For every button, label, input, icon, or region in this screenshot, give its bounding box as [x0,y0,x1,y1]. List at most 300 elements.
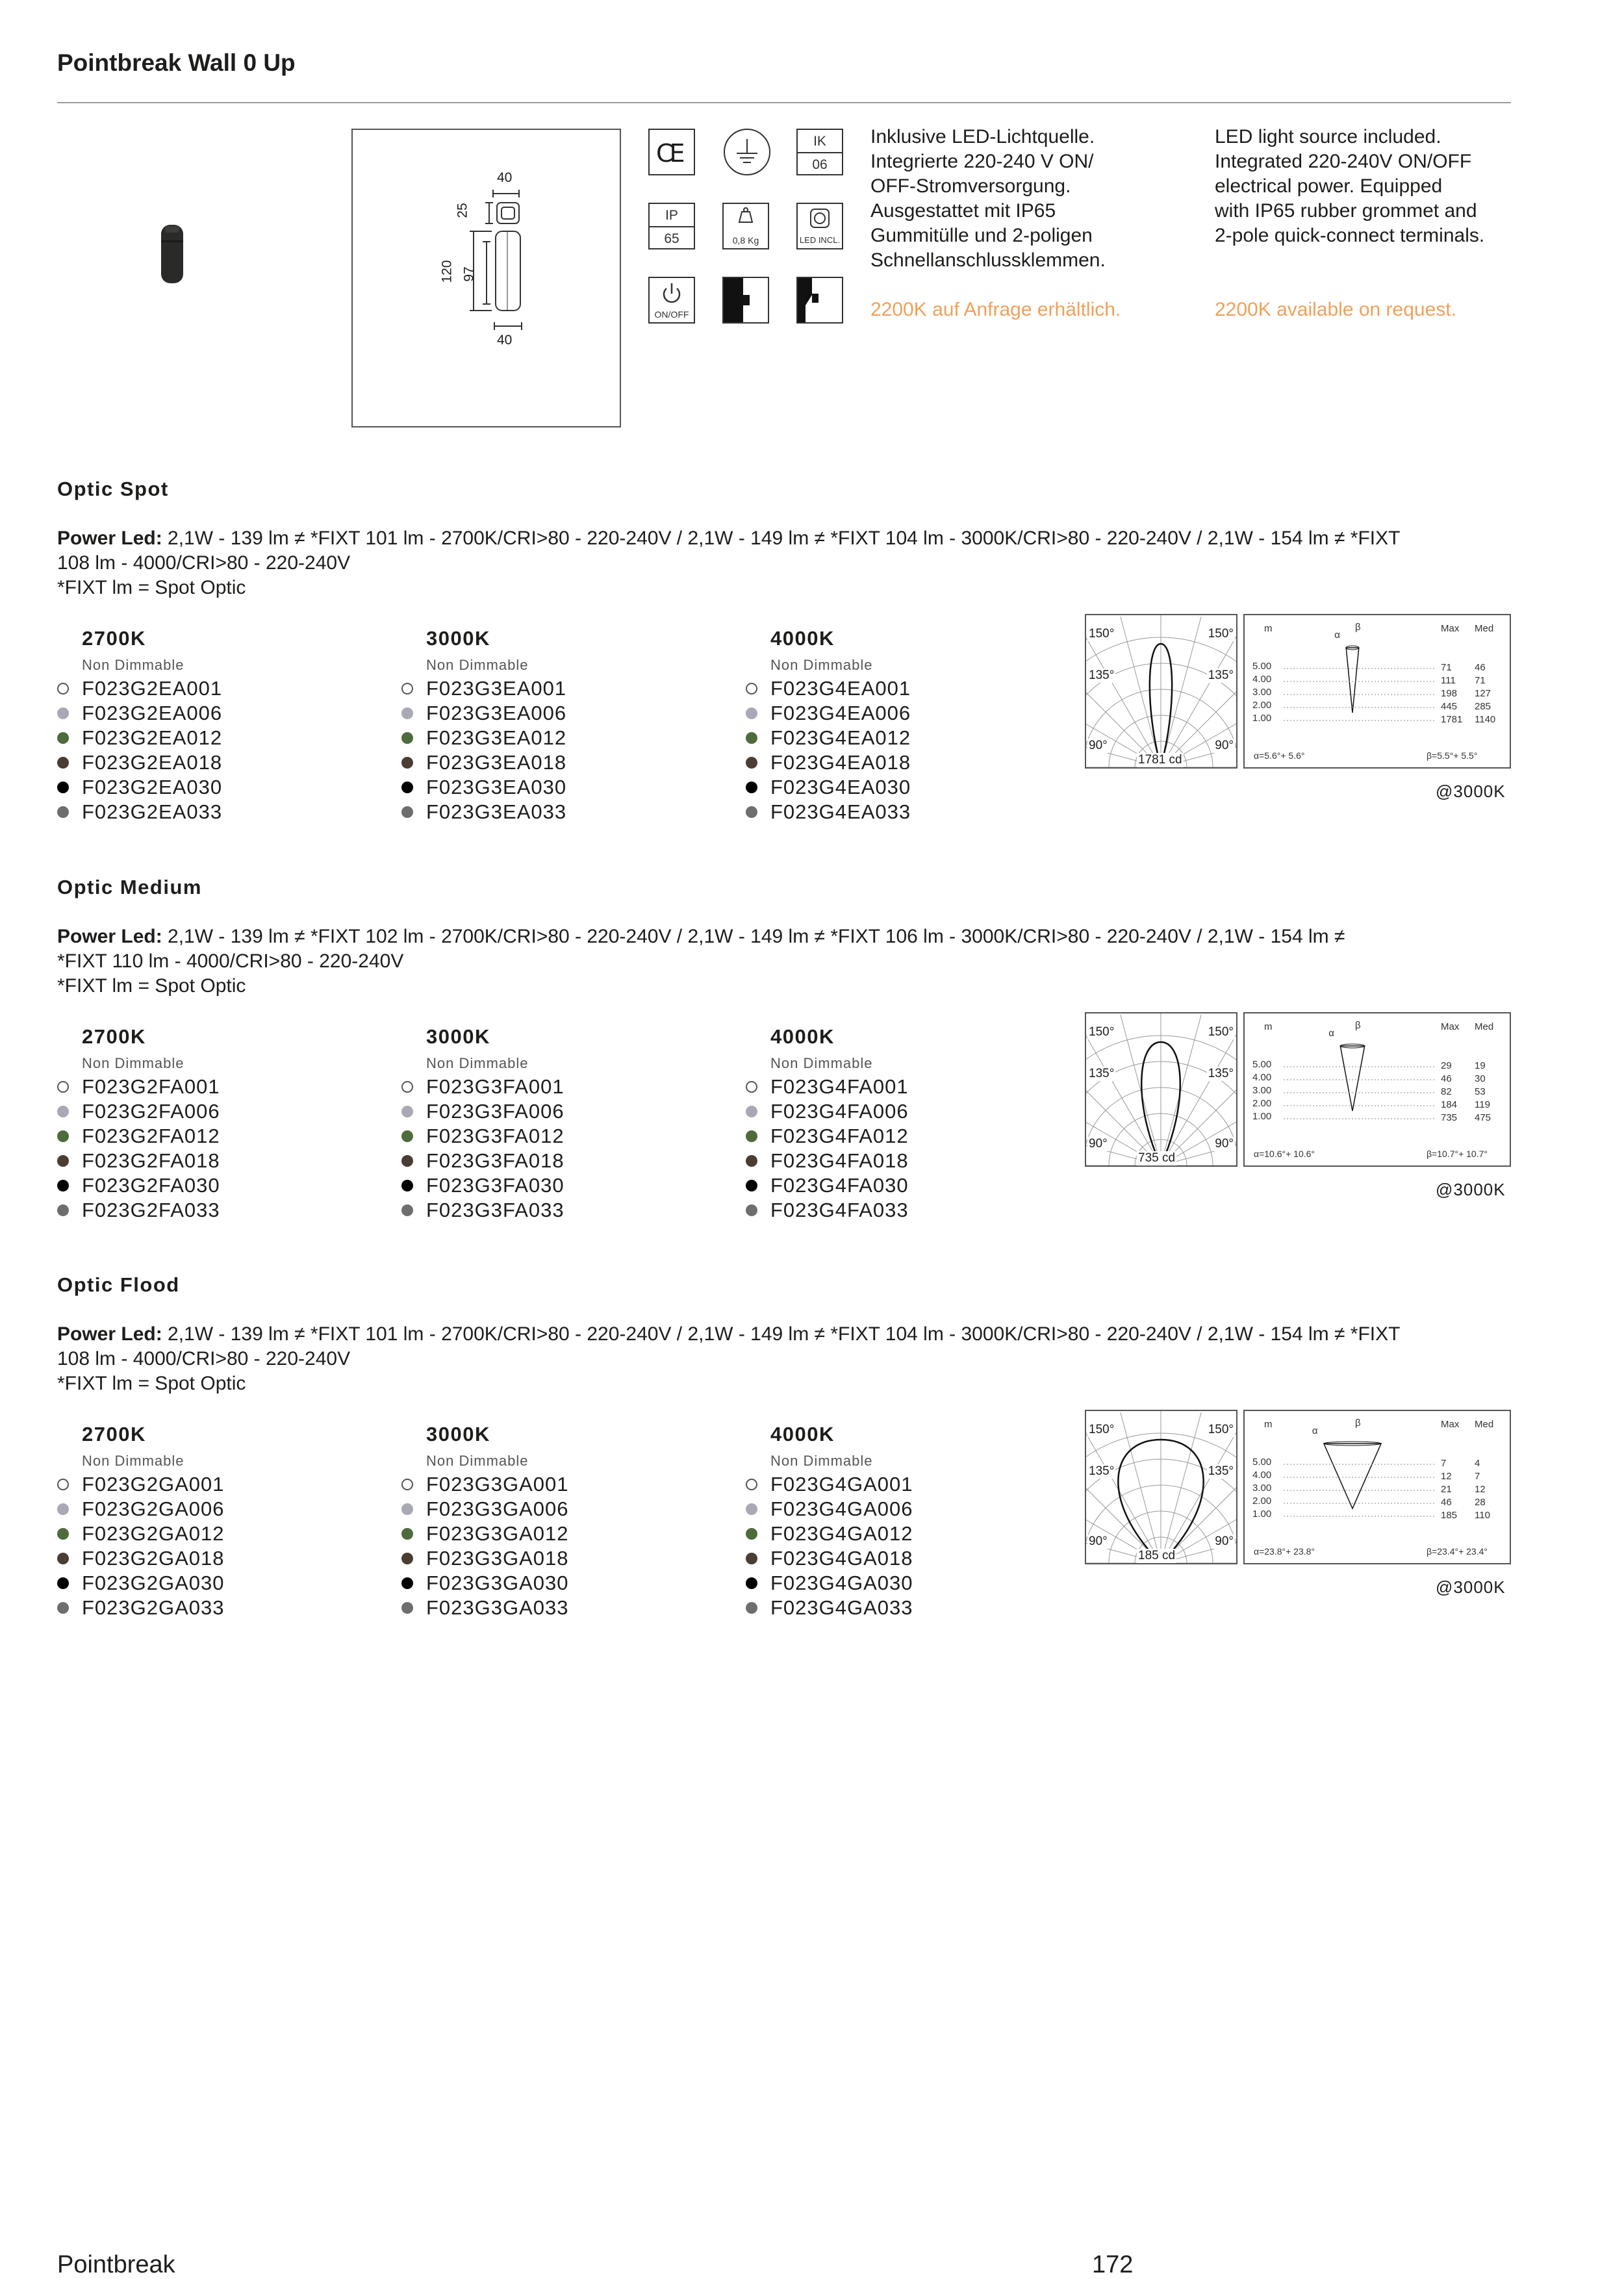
power-led-line: 2,1W - 139 lm ≠ *FIXT 101 lm - 2700K/CRI>80 - 220-240V / 2,1W - 149 lm ≠ *FIXT 104 lm - 3000K/CRI>80 - 220-240V / 2,1W - 154 lm ≠ *FIXT [162,528,1401,549]
med-header: Med [1475,1021,1494,1032]
med-lux-value: 7 [1475,1471,1480,1482]
product-code: F023G4GA012 [770,1522,913,1545]
finish-color-swatch [401,683,413,694]
product-code-row [746,1472,1071,1497]
product-code-row [401,1472,726,1497]
finish-color-swatch [746,1155,757,1167]
product-code-row [401,1075,726,1099]
finish-color-swatch [746,1528,757,1540]
product-code-row [401,1198,726,1223]
finish-color-swatch [57,683,69,694]
product-code-row [746,775,1071,800]
polar-angle-label: 90° [1089,1137,1108,1151]
power-led-label: Power Led: [57,1323,162,1345]
product-code: F023G2FA030 [82,1174,220,1197]
reference-cct: @3000K [1436,1180,1506,1199]
led-included-icon: LED INCL. [796,203,843,249]
product-code: F023G3EA012 [426,726,567,749]
product-code-row [57,701,382,726]
product-code: F023G3GA006 [426,1497,569,1520]
product-code-row [746,1596,1071,1620]
product-code-row [57,1198,382,1223]
max-lux-value: 21 [1441,1484,1452,1495]
product-code: F023G4GA030 [770,1572,913,1594]
color-temp-heading: 4000K [770,1423,835,1445]
dim-total-height: 120 [439,260,455,283]
product-code-row [401,1149,726,1173]
beam-cone [1346,648,1359,713]
med-lux-value: 110 [1475,1510,1490,1521]
product-code-row [746,726,1071,750]
finish-color-swatch [401,1204,413,1216]
max-lux-value: 111 [1441,675,1456,686]
installation-surface-icon [796,277,843,324]
product-code-row [746,676,1071,701]
product-code-row [401,1546,726,1571]
product-code: F023G2FA001 [82,1075,220,1098]
finish-color-swatch [401,1081,413,1093]
product-photo [156,221,188,286]
product-code: F023G2GA001 [82,1473,225,1496]
polar-angle-label: 150° [1089,627,1115,641]
max-lux-value: 185 [1441,1510,1458,1521]
product-code-row [57,1124,382,1149]
med-lux-value: 285 [1475,701,1491,712]
color-temp-column [57,1025,382,1223]
polar-angle-label: 135° [1208,1067,1234,1080]
product-code-row [401,1173,726,1198]
product-code: F023G4FA018 [770,1149,909,1172]
finish-color-swatch [746,1577,757,1589]
fixt-note: *FIXT lm = Spot Optic [57,577,246,598]
dim-body-height: 97 [461,266,477,282]
product-code: F023G3EA033 [426,800,567,823]
cone-graphic [1245,615,1510,767]
finish-color-swatch [57,1528,69,1540]
section-heading: Optic Flood [57,1273,180,1296]
beta-symbol: β [1355,1020,1361,1031]
product-code: F023G4FA012 [770,1125,909,1147]
distance-value: 2.00 [1252,1098,1272,1109]
product-code-row [746,1099,1071,1124]
distance-value: 4.00 [1252,1470,1272,1481]
polar-angle-label: 90° [1089,1534,1108,1548]
polar-angle-label: 150° [1208,627,1234,641]
power-led-label: Power Led: [57,528,162,549]
distance-value: 5.00 [1252,661,1272,672]
product-code-row [57,1075,382,1099]
product-code-row [57,1149,382,1173]
polar-angle-label: 150° [1089,1025,1115,1039]
power-led-line: 2,1W - 139 lm ≠ *FIXT 102 lm - 2700K/CRI>80 - 220-240V / 2,1W - 149 lm ≠ *FIXT 106 lm - 3000K/CRI>80 - 220-240V / 2,1W - 154 lm ≠ [162,926,1345,947]
note-2200k-de: 2200K auf Anfrage erhältlich. [870,299,1121,320]
unit-label: m [1264,1419,1273,1430]
distance-value: 2.00 [1252,1496,1272,1507]
max-lux-value: 46 [1441,1073,1452,1084]
max-lux-value: 445 [1441,701,1458,712]
med-lux-value: 30 [1475,1073,1486,1084]
med-lux-value: 1140 [1475,714,1496,725]
power-led-line: 2,1W - 139 lm ≠ *FIXT 101 lm - 2700K/CRI>80 - 220-240V / 2,1W - 149 lm ≠ *FIXT 104 lm - 3000K/CRI>80 - 220-240V / 2,1W - 154 lm ≠ *FIXT [162,1323,1401,1345]
product-code-row [746,1075,1071,1099]
med-lux-value: 71 [1475,675,1486,686]
finish-color-swatch [746,1553,757,1564]
product-code-row [401,1596,726,1620]
finish-color-swatch [401,732,413,744]
finish-color-swatch [57,1180,69,1191]
product-code: F023G4EA030 [770,776,911,798]
distance-value: 4.00 [1252,674,1272,685]
product-code: F023G3FA012 [426,1125,565,1147]
product-code: F023G3EA001 [426,677,567,700]
finish-color-swatch [401,782,413,793]
fixt-note: *FIXT lm = Spot Optic [57,1373,246,1394]
product-code-row [746,1173,1071,1198]
finish-color-swatch [57,1081,69,1093]
product-code: F023G4GA033 [770,1596,913,1619]
med-lux-value: 53 [1475,1086,1486,1097]
dimming-label: Non Dimmable [770,1453,873,1469]
product-code: F023G4EA033 [770,800,911,823]
beta-angle: β=23.4°+ 23.4° [1427,1546,1488,1557]
description-en: LED light source included. Integrated 220-240V ON/OFF electrical power. Equipped with IP65 rubber grommet and 2-pole quick-connect terminals. [1215,126,1485,246]
alpha-symbol: α [1334,630,1340,641]
finish-color-swatch [57,1155,69,1167]
finish-color-swatch [401,1503,413,1515]
finish-color-swatch [401,1130,413,1142]
product-code: F023G2EA030 [82,776,223,798]
product-code-row [57,1472,382,1497]
beta-angle: β=5.5°+ 5.5° [1427,750,1478,761]
distance-value: 3.00 [1252,687,1272,698]
product-code: F023G3GA018 [426,1547,569,1570]
unit-label: m [1264,1021,1273,1032]
product-code: F023G2GA030 [82,1572,225,1594]
color-temp-column [746,627,1071,824]
product-code: F023G3FA006 [426,1100,565,1123]
product-code: F023G2GA033 [82,1596,225,1619]
finish-color-swatch [746,1130,757,1142]
product-code: F023G4FA001 [770,1075,909,1098]
finish-color-swatch [57,1106,69,1117]
section-heading: Optic Medium [57,876,202,898]
max-lux-value: 71 [1441,662,1452,673]
max-lux-value: 29 [1441,1060,1452,1071]
finish-color-swatch [57,1577,69,1589]
beam-cone [1324,1444,1381,1509]
med-header: Med [1475,1419,1494,1430]
finish-color-swatch [57,1503,69,1515]
finish-color-swatch [746,757,757,769]
finish-color-swatch [401,1479,413,1490]
med-lux-value: 28 [1475,1497,1486,1508]
finish-color-swatch [57,1602,69,1614]
product-code-row [746,1521,1071,1546]
distance-value: 3.00 [1252,1085,1272,1096]
product-code: F023G3GA030 [426,1572,569,1594]
product-code-row [746,701,1071,726]
alpha-symbol: α [1312,1425,1318,1436]
product-code: F023G2EA018 [82,751,223,774]
color-temp-heading: 2700K [82,1423,146,1445]
product-code: F023G2FA018 [82,1149,220,1172]
weight-icon: 0,8 Kg [722,203,769,249]
product-code: F023G3GA012 [426,1522,569,1545]
cone-graphic [1245,1013,1510,1165]
product-code: F023G2EA033 [82,800,223,823]
product-code-row [57,1173,382,1198]
polar-angle-label: 135° [1089,1464,1115,1478]
color-temp-heading: 4000K [770,627,835,650]
product-code-row [401,775,726,800]
power-led-line: 108 lm - 4000/CRI>80 - 220-240V [57,1348,351,1369]
peak-intensity-label: 1781 cd [1138,753,1182,767]
dimension-drawing [351,129,621,427]
max-lux-value: 1781 [1441,714,1463,725]
product-code: F023G2GA018 [82,1547,225,1570]
polar-radial [1121,1015,1161,1165]
product-code-row [57,1546,382,1571]
med-lux-value: 46 [1475,662,1486,673]
cone-graphic [1245,1411,1510,1563]
polar-angle-label: 90° [1089,739,1108,752]
finish-color-swatch [746,732,757,744]
finish-color-swatch [746,1180,757,1191]
polar-light-diagram [1085,1410,1237,1564]
finish-color-swatch [57,757,69,769]
polar-angle-label: 135° [1089,1067,1115,1080]
max-lux-value: 82 [1441,1086,1452,1097]
product-code-row [401,800,726,824]
product-code-row [746,1546,1071,1571]
product-code-row [57,1571,382,1596]
product-code-row [746,800,1071,824]
product-code: F023G2GA012 [82,1522,225,1545]
polar-angle-label: 135° [1208,1464,1234,1478]
product-code: F023G3FA033 [426,1199,565,1221]
color-temp-heading: 4000K [770,1025,835,1048]
color-temp-column [57,627,382,824]
color-temp-column [401,627,726,824]
finish-color-swatch [746,683,757,694]
product-code-row [57,676,382,701]
polar-radial [1161,617,1201,767]
polar-angle-label: 150° [1208,1423,1234,1436]
finish-color-swatch [401,1553,413,1564]
product-code-row [57,775,382,800]
product-code: F023G4FA033 [770,1199,909,1221]
color-temp-heading: 2700K [82,627,146,650]
product-code-row [57,1521,382,1546]
product-code-row [401,1521,726,1546]
dim-cap-height: 25 [455,203,470,218]
mounting-surface-icon [722,277,769,324]
finish-color-swatch [57,1479,69,1490]
dimming-label: Non Dimmable [82,1055,184,1071]
finish-color-swatch [57,1553,69,1564]
product-code: F023G3FA018 [426,1149,565,1172]
illuminance-cone-diagram [1243,1410,1511,1564]
section-heading: Optic Spot [57,477,169,500]
dimming-label: Non Dimmable [426,1453,529,1469]
finish-color-swatch [401,1577,413,1589]
reference-cct: @3000K [1436,1577,1506,1597]
polar-light-diagram [1085,1012,1237,1167]
product-code-row [746,1124,1071,1149]
ce-mark-icon: CE [648,129,695,175]
product-code-row [401,1497,726,1521]
color-temp-heading: 2700K [82,1025,146,1048]
finish-color-swatch [401,1180,413,1191]
finish-color-swatch [746,1479,757,1490]
distance-value: 1.00 [1252,1111,1272,1122]
product-code: F023G2GA006 [82,1497,225,1520]
product-code-row [57,750,382,775]
product-code-row [746,1198,1071,1223]
dim-bottom-width: 40 [497,333,513,348]
power-led-info [57,924,1512,999]
dimming-label: Non Dimmable [82,657,184,673]
illuminance-cone-diagram [1243,614,1511,769]
max-lux-value: 735 [1441,1112,1458,1123]
finish-color-swatch [57,806,69,818]
finish-color-swatch [401,1155,413,1167]
product-code: F023G4GA001 [770,1473,913,1496]
power-led-label: Power Led: [57,926,162,947]
alpha-angle: α=23.8°+ 23.8° [1254,1546,1315,1557]
beta-symbol: β [1355,622,1361,633]
peak-intensity-label: 735 cd [1138,1151,1176,1165]
polar-radial [1161,1015,1201,1165]
max-lux-value: 12 [1441,1471,1452,1482]
product-code-row [57,800,382,824]
product-code-row [401,701,726,726]
product-code: F023G3FA001 [426,1075,565,1098]
med-lux-value: 475 [1475,1112,1491,1123]
finish-color-swatch [746,1602,757,1614]
product-code-row [401,1124,726,1149]
product-code: F023G2FA012 [82,1125,220,1147]
product-code: F023G4EA006 [770,702,911,724]
product-code: F023G3EA030 [426,776,567,798]
product-code-row [401,726,726,750]
product-code: F023G4EA018 [770,751,911,774]
product-code: F023G4GA006 [770,1497,913,1520]
finish-color-swatch [401,707,413,719]
product-code-row [57,726,382,750]
color-temp-heading: 3000K [426,1423,490,1445]
polar-angle-label: 135° [1208,668,1234,682]
product-code-row [746,750,1071,775]
product-code: F023G4FA030 [770,1174,909,1197]
power-led-line: 108 lm - 4000/CRI>80 - 220-240V [57,552,351,574]
finish-color-swatch [746,1081,757,1093]
distance-value: 3.00 [1252,1483,1272,1494]
distance-value: 4.00 [1252,1072,1272,1083]
product-code-row [401,1099,726,1124]
power-led-info [57,526,1512,600]
product-code: F023G2EA006 [82,702,223,724]
power-led-info [57,1322,1512,1396]
product-code: F023G3GA001 [426,1473,569,1496]
footer-brand: Pointbreak [57,2251,175,2278]
header-divider [57,102,1511,103]
product-code: F023G4GA018 [770,1547,913,1570]
alpha-angle: α=5.6°+ 5.6° [1254,750,1305,761]
product-code-row [57,1099,382,1124]
med-header: Med [1475,623,1494,634]
description-de: Inklusive LED-Lichtquelle. Integrierte 220-240 V ON/ OFF-Stromversorgung. Ausgestattet mit IP65 Gummitülle und 2-poligen Schnellanschlussklemmen. [870,126,1106,271]
reference-cct: @3000K [1436,782,1506,801]
finish-color-swatch [401,1602,413,1614]
product-code: F023G2FA033 [82,1199,220,1221]
color-temp-column [401,1025,726,1223]
finish-color-swatch [746,707,757,719]
product-code: F023G2EA001 [82,677,223,700]
product-code: F023G3EA018 [426,751,567,774]
finish-color-swatch [401,1528,413,1540]
dim-top-width: 40 [497,170,513,185]
max-lux-value: 198 [1441,688,1458,699]
alpha-angle: α=10.6°+ 10.6° [1254,1149,1315,1159]
polar-angle-label: 90° [1215,739,1234,752]
product-code-row [746,1149,1071,1173]
finish-color-swatch [57,782,69,793]
product-code-row [746,1497,1071,1521]
finish-color-swatch [401,806,413,818]
beta-symbol: β [1355,1418,1361,1429]
max-lux-value: 46 [1441,1497,1452,1508]
max-lux-value: 184 [1441,1099,1458,1110]
polar-angle-label: 150° [1208,1025,1234,1039]
dimming-label: Non Dimmable [770,657,873,673]
finish-color-swatch [57,707,69,719]
color-temp-column [57,1423,382,1620]
color-temp-column [746,1025,1071,1223]
page-number: 172 [1092,2251,1134,2278]
distance-value: 1.00 [1252,1509,1272,1520]
product-code-row [401,676,726,701]
product-code-row [57,1497,382,1521]
finish-color-swatch [746,1503,757,1515]
finish-color-swatch [746,806,757,818]
ip-rating-icon: IP 65 [648,203,695,249]
distance-value: 5.00 [1252,1457,1272,1468]
polar-light-diagram [1085,614,1237,769]
dimming-label: Non Dimmable [426,657,529,673]
power-led-line: *FIXT 110 lm - 4000/CRI>80 - 220-240V [57,950,404,972]
product-code: F023G4FA006 [770,1100,909,1123]
polar-angle-label: 150° [1089,1423,1115,1436]
med-lux-value: 4 [1475,1458,1480,1469]
distance-value: 1.00 [1252,713,1272,724]
color-temp-heading: 3000K [426,1025,490,1048]
max-header: Max [1441,1419,1460,1430]
product-code-row [57,1596,382,1620]
dimming-label: Non Dimmable [426,1055,529,1071]
med-lux-value: 19 [1475,1060,1486,1071]
note-2200k-en: 2200K available on request. [1215,299,1456,320]
product-code: F023G4EA001 [770,677,911,700]
color-temp-column [746,1423,1071,1620]
product-code: F023G2FA006 [82,1100,220,1123]
dimming-label: Non Dimmable [82,1453,184,1469]
color-temp-heading: 3000K [426,627,490,650]
beta-angle: β=10.7°+ 10.7° [1427,1149,1488,1159]
finish-color-swatch [746,782,757,793]
finish-color-swatch [57,732,69,744]
polar-angle-label: 135° [1089,668,1115,682]
